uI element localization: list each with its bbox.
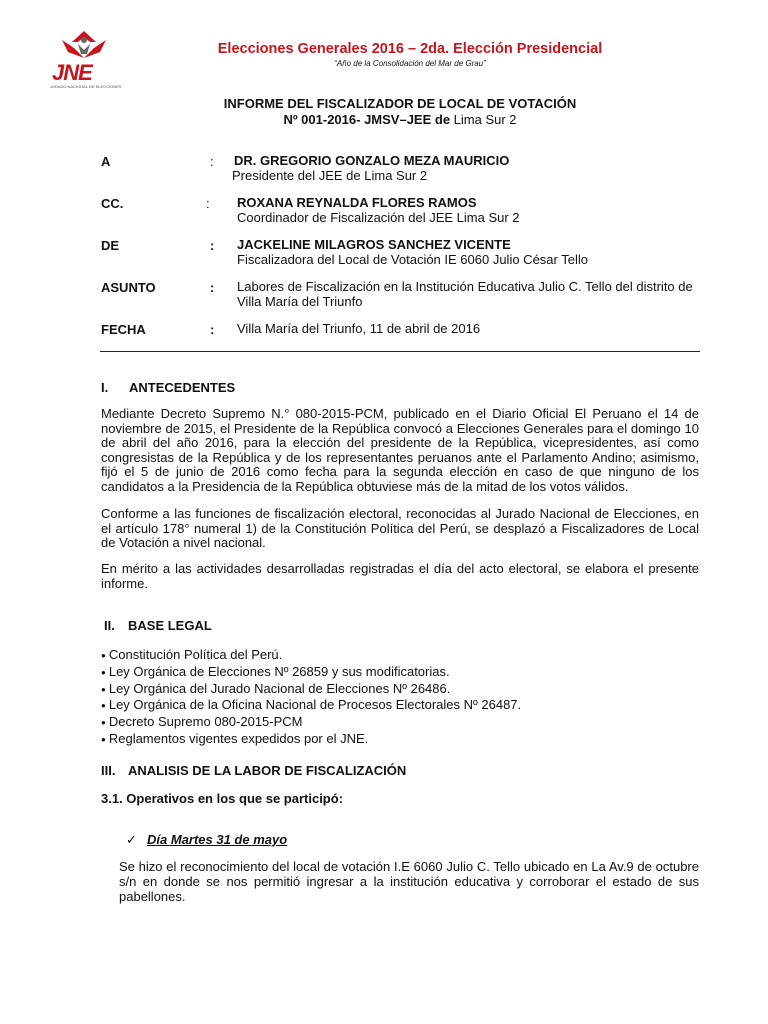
- section-2-heading: BASE LEGAL: [128, 618, 212, 633]
- section-3-number: III.: [101, 763, 116, 778]
- memo-label-de: DE: [101, 238, 120, 253]
- analisis-paragraph-1: Se hizo el reconocimiento del local de votación I.E 6060 Julio C. Tello ubicado en La Av.9 de octubre s/n en donde se nos permitió ingresar a la institución educativa y corroborar el estado de sus pabellones.: [119, 859, 699, 904]
- header-divider: [100, 351, 700, 352]
- document-title: INFORME DEL FISCALIZADOR DE LOCAL DE VOTACIÓN: [223, 96, 577, 111]
- document-number: [100, 112, 700, 127]
- header-motto: “Año de la Consolidación del Mar de Grau”: [334, 59, 486, 68]
- antecedentes-paragraph-1: Mediante Decreto Supremo N.° 080-2015-PCM, publicado en el Diario Oficial El Peruano el 14 de noviembre de 2015, el Presidente de la República convocó a Elecciones Generales para el domingo 10 de abril del año 2016, para la elección del presidente de la República, vicepresidentes, así como congresistas de la República y de los representantes peruanos ante el Parlamento Andino; asimismo, fijó el 5 de junio de 2016 como fecha para la segunda elección en caso de que ninguno de los candidatos a la Presidencia de la República obtuviese más de la mitad de los votos válidos.: [101, 406, 699, 494]
- memo-colon-cc: :: [206, 196, 210, 211]
- list-item: ● Decreto Supremo 080-2015-PCM: [101, 715, 521, 732]
- memo-label-fecha: FECHA: [101, 322, 146, 337]
- base-legal-list: [101, 648, 521, 749]
- memo-value-fecha: Villa María del Triunfo, 11 de abril de 2016: [237, 321, 481, 336]
- list-item: ● Constitución Política del Perú.: [101, 648, 521, 665]
- day-label: Día Martes 31 de mayo: [147, 832, 288, 847]
- memo-label-a: A: [101, 154, 111, 169]
- memo-colon-de: :: [210, 238, 215, 253]
- list-item: ● Ley Orgánica de la Oficina Nacional de Procesos Electorales Nº 26487.: [101, 698, 521, 715]
- checkmark-icon: ✓: [126, 832, 137, 847]
- memo-label-cc: CC.: [101, 196, 124, 211]
- memo-label-asunto: ASUNTO: [101, 280, 156, 295]
- header-title: Elecciones Generales 2016 – 2da. Elección Presidencial: [217, 41, 603, 57]
- antecedentes-paragraph-2: Conforme a las funciones de fiscalización electoral, reconocidas al Jurado Nacional de Elecciones, en el artículo 178° numeral 1) de la Constitución Política del Perú, se desplazó a Fiscalizadores de Local de Votación a nivel nacional.: [101, 506, 699, 550]
- jne-logo: [48, 28, 120, 92]
- memo-colon-fecha: :: [210, 322, 215, 337]
- memo-value-cc: [237, 195, 702, 225]
- memo-value-de: [237, 237, 702, 267]
- memo-a-name: DR. GREGORIO GONZALO MEZA MAURICIO: [234, 153, 510, 168]
- logo-text: JNE: [52, 60, 92, 85]
- section-3-1-heading: 3.1. Operativos en los que se participó:: [101, 791, 344, 806]
- memo-colon-a: :: [210, 154, 214, 169]
- section-2-number: II.: [104, 618, 115, 633]
- logo-subtext: JURADO NACIONAL DE ELECCIONES: [50, 84, 122, 89]
- list-item: ● Ley Orgánica de Elecciones Nº 26859 y sus modificatorias.: [101, 665, 521, 682]
- memo-value-asunto: Labores de Fiscalización en la Institución Educativa Julio C. Tello del distrito de Villa María del Triunfo: [237, 279, 693, 309]
- list-item: ● Reglamentos vigentes expedidos por el JNE.: [101, 732, 521, 749]
- section-1-number: I.: [101, 380, 109, 395]
- memo-cc-name: ROXANA REYNALDA FLORES RAMOS: [237, 195, 477, 210]
- document-number-bold: Nº 001-2016- JMSV–JEE de: [283, 112, 451, 127]
- memo-a-role: Presidente del JEE de Lima Sur 2: [232, 168, 428, 183]
- memo-cc-role: Coordinador de Fiscalización del JEE Lima Sur 2: [237, 210, 520, 225]
- memo-de-name: JACKELINE MILAGROS SANCHEZ VICENTE: [237, 237, 511, 252]
- jne-emblem-icon: [54, 28, 114, 64]
- memo-colon-asunto: :: [210, 280, 215, 295]
- document-number-normal: Lima Sur 2: [450, 112, 517, 127]
- memo-de-role: Fiscalizadora del Local de Votación IE 6060 Julio César Tello: [237, 252, 588, 267]
- list-item: ● Ley Orgánica del Jurado Nacional de Elecciones Nº 26486.: [101, 682, 521, 699]
- section-1-heading: ANTECEDENTES: [129, 380, 236, 395]
- antecedentes-paragraph-3: En mérito a las actividades desarrolladas registradas el día del acto electoral, se elabora el presente informe.: [101, 561, 699, 591]
- section-3-heading: ANALISIS DE LA LABOR DE FISCALIZACIÓN: [128, 763, 407, 778]
- memo-value-a: [234, 153, 699, 183]
